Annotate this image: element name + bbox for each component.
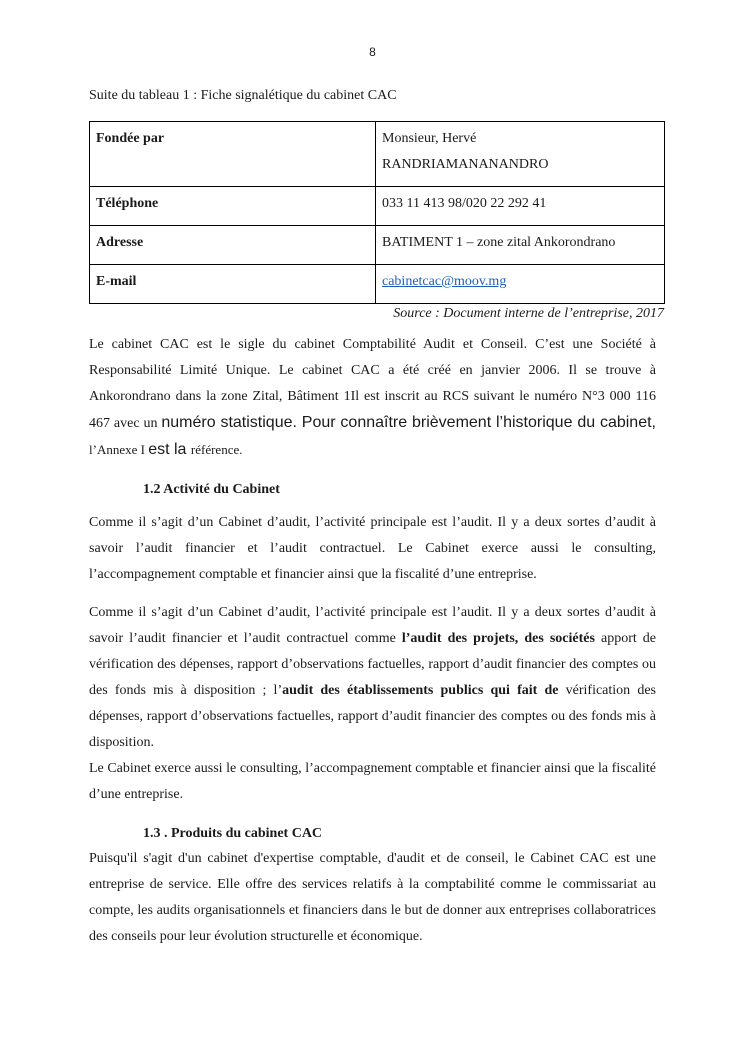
founder-name-line2: RANDRIAMANANANDRO <box>382 157 549 172</box>
row-value-telephone: 033 11 413 98/020 22 292 41 <box>376 187 665 226</box>
row-value-fondee <box>376 122 665 187</box>
activity-bold-projets: l’audit des projets, des sociétés <box>401 631 595 646</box>
row-label-fondee: Fondée par <box>90 122 376 187</box>
table-row <box>90 187 665 226</box>
row-label-adresse: Adresse <box>90 226 376 265</box>
fiche-signaletique-table <box>89 121 665 304</box>
intro-small-text-1: l’Annexe I <box>89 442 149 457</box>
row-value-email <box>376 265 665 304</box>
intro-small-text-2: référence. <box>190 442 243 457</box>
row-value-adresse: BATIMENT 1 – zone zital Ankorondrano <box>376 226 665 265</box>
activity-text-e: vérification des dépenses, rapport d’observations factuelles, rapport d’audit financier des comptes ou des fonds mis à disposition. <box>89 683 657 750</box>
email-link[interactable]: cabinetcac@moov.mg <box>382 274 507 289</box>
activity-paragraph-3: Le Cabinet exerce aussi le consulting, l’accompagnement comptable et financier ainsi que la fiscalité d’une entreprise. <box>89 761 656 802</box>
activity-text-c: apport de vérification des dépenses, rapport d’observations factuelles, rapport d’audit financier des comptes ou des fonds mis à disposition ; l’ <box>89 631 657 698</box>
section-heading-1-2: 1.2 Activité du Cabinet <box>143 482 280 497</box>
activity-paragraph-1: Comme il s’agit d’un Cabinet d’audit, l’activité principale est l’audit. Il y a deux sortes d’audit à savoir l’audit financier et l’audit contractuel. Le Cabinet exerce aussi le consulting, l’accompagnement comptable et financier ainsi que la fiscalité d’une entreprise. <box>89 515 656 582</box>
activity-bold-etablissements: audit des établissements publics qui fait de <box>282 683 559 698</box>
intro-big-text-1: numéro statistique. Pour connaître brièvement l’historique du cabinet, <box>161 414 656 431</box>
table-row <box>90 265 665 304</box>
intro-text: Le cabinet CAC est le sigle du cabinet Comptabilité Audit et Conseil. C’est une Société à Responsabilité Limité Unique. Le cabinet CAC a été créé en janvier 2006. Il se trouve à Ankorondrano dans la zone Zital, Bâtiment 1Il est inscrit au RCS suivant le numéro N°3 000 116 467 avec un <box>89 337 656 431</box>
table-row <box>90 226 665 265</box>
founder-name-line1: Monsieur, Hervé <box>382 131 477 146</box>
activity-paragraph-2 <box>89 600 656 756</box>
page-number: 8 <box>369 45 376 59</box>
row-label-email: E-mail <box>90 265 376 304</box>
intro-paragraph <box>89 332 656 464</box>
activity-text-a: Comme il s’agit d’un Cabinet d’audit, l’activité principale est l’audit. Il y a deux sortes d’audit à savoir l’audit financier et l’audit contractuel comme <box>89 605 656 646</box>
products-paragraph: Puisqu'il s'agit d'un cabinet d'expertise comptable, d'audit et de conseil, le Cabinet CAC est une entreprise de service. Elle offre des services relatifs à la comptabilité comme le commissariat au compte, les audits organisationnels et financiers dans le but de donner aux entreprises collaboratrices des conseils pour leur évolution structurelle et économique. <box>89 851 656 944</box>
table-row <box>90 122 665 187</box>
table-source: Source : Document interne de l’entreprise, 2017 <box>393 306 664 321</box>
page-content <box>89 88 664 950</box>
intro-big-text-2: est la <box>148 441 191 458</box>
table-caption: Suite du tableau 1 : Fiche signalétique du cabinet CAC <box>89 88 397 103</box>
row-label-telephone: Téléphone <box>90 187 376 226</box>
section-heading-1-3: 1.3 . Produits du cabinet CAC <box>143 826 323 841</box>
